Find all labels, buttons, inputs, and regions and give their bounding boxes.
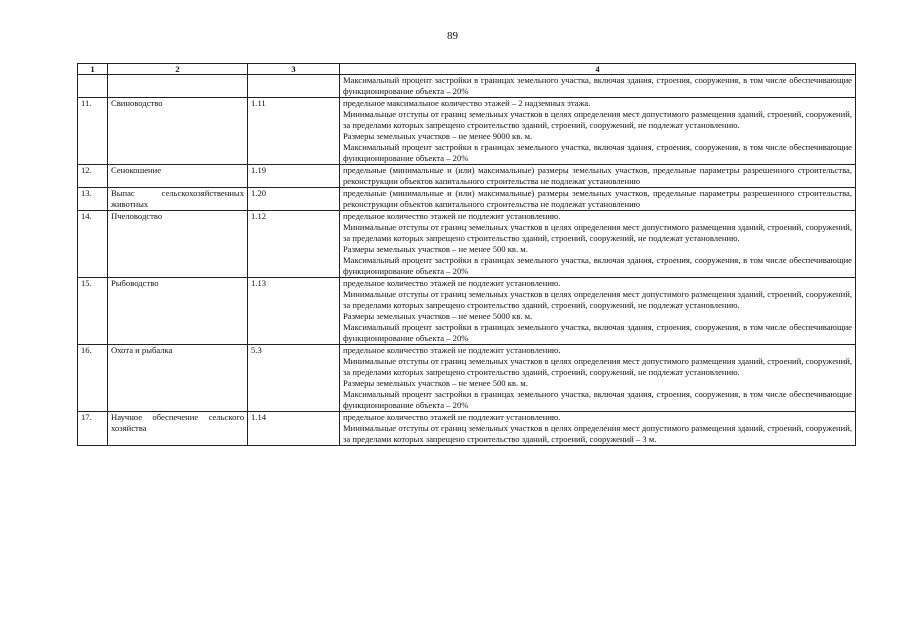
- row-code: 1.13: [248, 278, 340, 345]
- row-activity-name: [108, 345, 248, 412]
- parameter-line: Максимальный процент застройки в границах земельного участка, включая здания, строения, сооружения, в том числе обеспечивающие функционирование объекта – 20%: [343, 255, 852, 276]
- table-row: [78, 412, 856, 446]
- row-number: 15.: [78, 278, 108, 345]
- header-col-3: 3: [248, 64, 340, 75]
- row-activity-name: [108, 211, 248, 278]
- row-code: 1.14: [248, 412, 340, 446]
- row-parameters: [340, 345, 856, 412]
- parameter-line: Размеры земельных участков – не менее 9000 кв. м.: [343, 131, 533, 141]
- row-number: 13.: [78, 188, 108, 211]
- parameter-line: Размеры земельных участков – не менее 500 кв. м.: [343, 244, 528, 254]
- row-parameters: [340, 165, 856, 188]
- header-col-4: 4: [340, 64, 856, 75]
- activity-name-text: Рыбоводство: [111, 278, 159, 288]
- row-number: 16.: [78, 345, 108, 412]
- table-body: [78, 75, 856, 446]
- row-activity-name: [108, 75, 248, 98]
- regulations-table: [77, 63, 856, 446]
- parameter-line: Минимальные отступы от границ земельных участков в целях определения мест допустимого размещения зданий, строений, сооружений, за пределами которых запрещено строительство зданий, строений, сооружений, не подлежат установлению.: [343, 356, 852, 377]
- row-parameters: [340, 211, 856, 278]
- parameter-line: Минимальные отступы от границ земельных участков в целях определения мест допустимого размещения зданий, строений, сооружений, за пределами которых запрещено строительство зданий, строений, сооружений, не подлежат установлению.: [343, 222, 852, 243]
- table-row: [78, 278, 856, 345]
- table-row: [78, 211, 856, 278]
- row-parameters: [340, 188, 856, 211]
- table-row: [78, 165, 856, 188]
- row-code: 1.12: [248, 211, 340, 278]
- parameter-line: Минимальные отступы от границ земельных участков в целях определения мест допустимого размещения зданий, строений, сооружений, за пределами которых запрещено строительство зданий, строений, сооружений – 3 м.: [343, 423, 852, 444]
- activity-name-text: Выпас сельскохозяйственных животных: [111, 188, 244, 209]
- parameter-line: Размеры земельных участков – не менее 500 кв. м.: [343, 378, 528, 388]
- activity-name-text: Свиноводство: [111, 98, 163, 108]
- row-activity-name: [108, 278, 248, 345]
- table-row: [78, 75, 856, 98]
- row-number: 17.: [78, 412, 108, 446]
- row-activity-name: [108, 165, 248, 188]
- parameter-line: Минимальные отступы от границ земельных участков в целях определения мест допустимого размещения зданий, строений, сооружений, за пределами которых запрещено строительство зданий, строений, сооружений, не подлежат установлению.: [343, 289, 852, 310]
- parameter-line: предельное количество этажей не подлежит установлению.: [343, 345, 561, 355]
- parameter-line: предельные (минимальные и (или) максимальные) размеры земельных участков, предельные параметры разрешенного строительства, реконструкции объектов капитального строительства не подлежат установлению: [343, 188, 852, 209]
- row-code: 1.19: [248, 165, 340, 188]
- activity-name-text: Охота и рыбалка: [111, 345, 173, 355]
- row-number: 12.: [78, 165, 108, 188]
- row-activity-name: [108, 188, 248, 211]
- parameter-line: предельное количество этажей не подлежит установлению.: [343, 412, 561, 422]
- row-parameters: [340, 278, 856, 345]
- parameter-line: Максимальный процент застройки в границах земельного участка, включая здания, строения, сооружения, в том числе обеспечивающие функционирование объекта – 20%: [343, 389, 852, 410]
- page-number: 89: [447, 30, 458, 42]
- header-col-2: 2: [108, 64, 248, 75]
- parameter-line: предельные (минимальные и (или) максимальные) размеры земельных участков, предельные параметры разрешенного строительства, реконструкции объектов капитального строительства не подлежат установлению: [343, 165, 852, 186]
- row-parameters: [340, 75, 856, 98]
- header-col-1: 1: [78, 64, 108, 75]
- parameter-line: Максимальный процент застройки в границах земельного участка, включая здания, строения, сооружения, в том числе обеспечивающие функционирование объекта – 20%: [343, 75, 852, 96]
- row-activity-name: [108, 98, 248, 165]
- row-code: 1.20: [248, 188, 340, 211]
- row-code: [248, 75, 340, 98]
- row-number: 14.: [78, 211, 108, 278]
- row-code: 5.3: [248, 345, 340, 412]
- activity-name-text: Сенокошение: [111, 165, 162, 175]
- row-parameters: [340, 412, 856, 446]
- parameter-line: Максимальный процент застройки в границах земельного участка, включая здания, строения, сооружения, в том числе обеспечивающие функционирование объекта – 20%: [343, 142, 852, 163]
- activity-name-text: Научное обеспечение сельского хозяйства: [111, 412, 244, 433]
- parameter-line: Минимальные отступы от границ земельных участков в целях определения мест допустимого размещения зданий, строений, сооружений, за пределами которых запрещено строительство зданий, строений, сооружений, не подлежат установлению.: [343, 109, 852, 130]
- activity-name-text: Пчеловодство: [111, 211, 163, 221]
- table-header-row: [78, 64, 856, 75]
- table-row: [78, 98, 856, 165]
- row-number: 11.: [78, 98, 108, 165]
- parameter-line: предельное количество этажей не подлежит установлению.: [343, 211, 561, 221]
- row-activity-name: [108, 412, 248, 446]
- parameter-line: предельное количество этажей не подлежит установлению.: [343, 278, 561, 288]
- row-code: 1.11: [248, 98, 340, 165]
- row-number: [78, 75, 108, 98]
- parameter-line: Максимальный процент застройки в границах земельного участка, включая здания, строения, сооружения, в том числе обеспечивающие функционирование объекта – 20%: [343, 322, 852, 343]
- row-parameters: [340, 98, 856, 165]
- table-row: [78, 345, 856, 412]
- parameter-line: Размеры земельных участков – не менее 5000 кв. м.: [343, 311, 533, 321]
- table-row: [78, 188, 856, 211]
- parameter-line: предельное максимальное количество этажей – 2 надземных этажа.: [343, 98, 591, 108]
